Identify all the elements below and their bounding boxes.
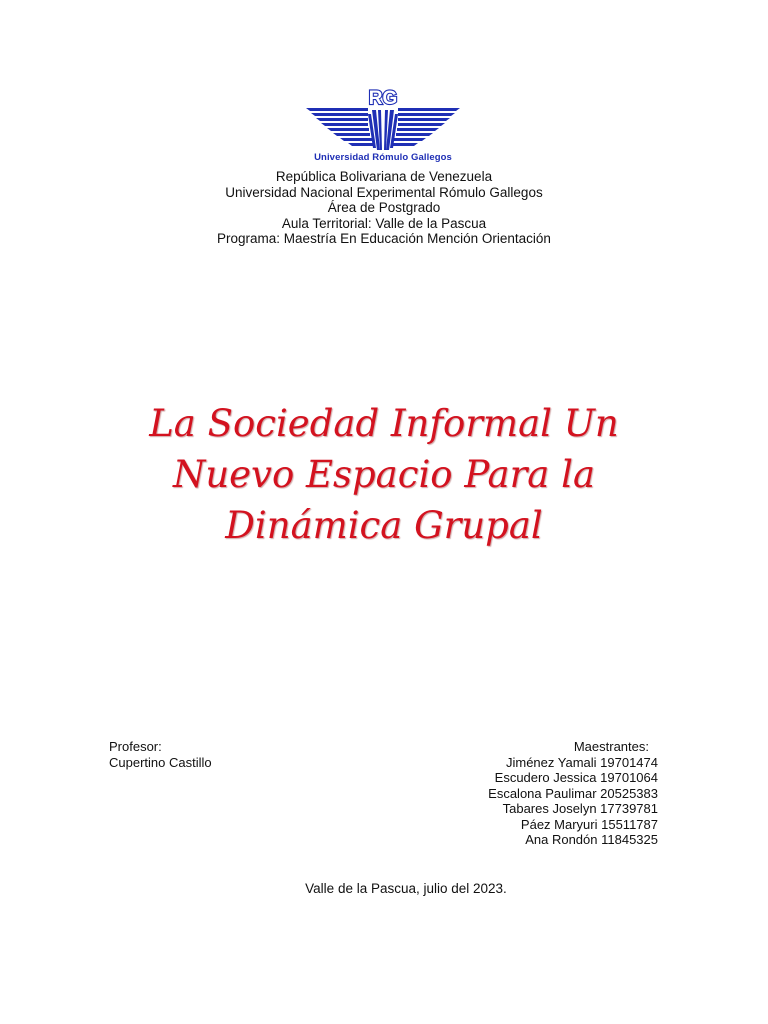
header-line-area: Área de Postgrado — [327, 200, 441, 215]
student-name: Páez Maryuri 15511787 — [520, 816, 658, 832]
header-line-university: Universidad Nacional Experimental Rómulo Gallegos — [225, 184, 543, 200]
title-line-2: Nuevo Espacio Para la — [172, 453, 596, 496]
title-line-1: La Sociedad Informal Un — [149, 402, 619, 445]
place-date: Valle de la Pascua, julio del 2023. — [305, 881, 507, 896]
student-name: Jiménez Yamali 19701474 — [505, 754, 658, 770]
students-label: Maestrantes: — [573, 739, 649, 754]
document-title — [84, 398, 684, 551]
header-line-country: República Bolivariana de Venezuela — [275, 169, 493, 184]
header-line-program: Programa: Maestría En Educación Mención Orientación — [217, 231, 551, 246]
student-name: Escudero Jessica 19701064 — [494, 770, 658, 785]
student-name: Tabares Joselyn 17739781 — [502, 801, 658, 816]
student-name: Escalona Paulimar 20525383 — [488, 785, 658, 801]
student-name: Ana Rondón 11845325 — [525, 832, 658, 847]
professor-block — [109, 739, 212, 770]
professor-label: Profesor: — [109, 739, 162, 754]
students-block — [488, 739, 658, 848]
header-line-classroom: Aula Territorial: Valle de la Pascua — [281, 215, 487, 231]
title-line-3: Dinámica Grupal — [225, 504, 543, 547]
institution-header — [0, 169, 768, 247]
logo-caption: Universidad Rómulo Gallegos — [314, 152, 452, 163]
logo-monogram: RG — [368, 88, 398, 109]
professor-name: Cupertino Castillo — [109, 754, 212, 770]
